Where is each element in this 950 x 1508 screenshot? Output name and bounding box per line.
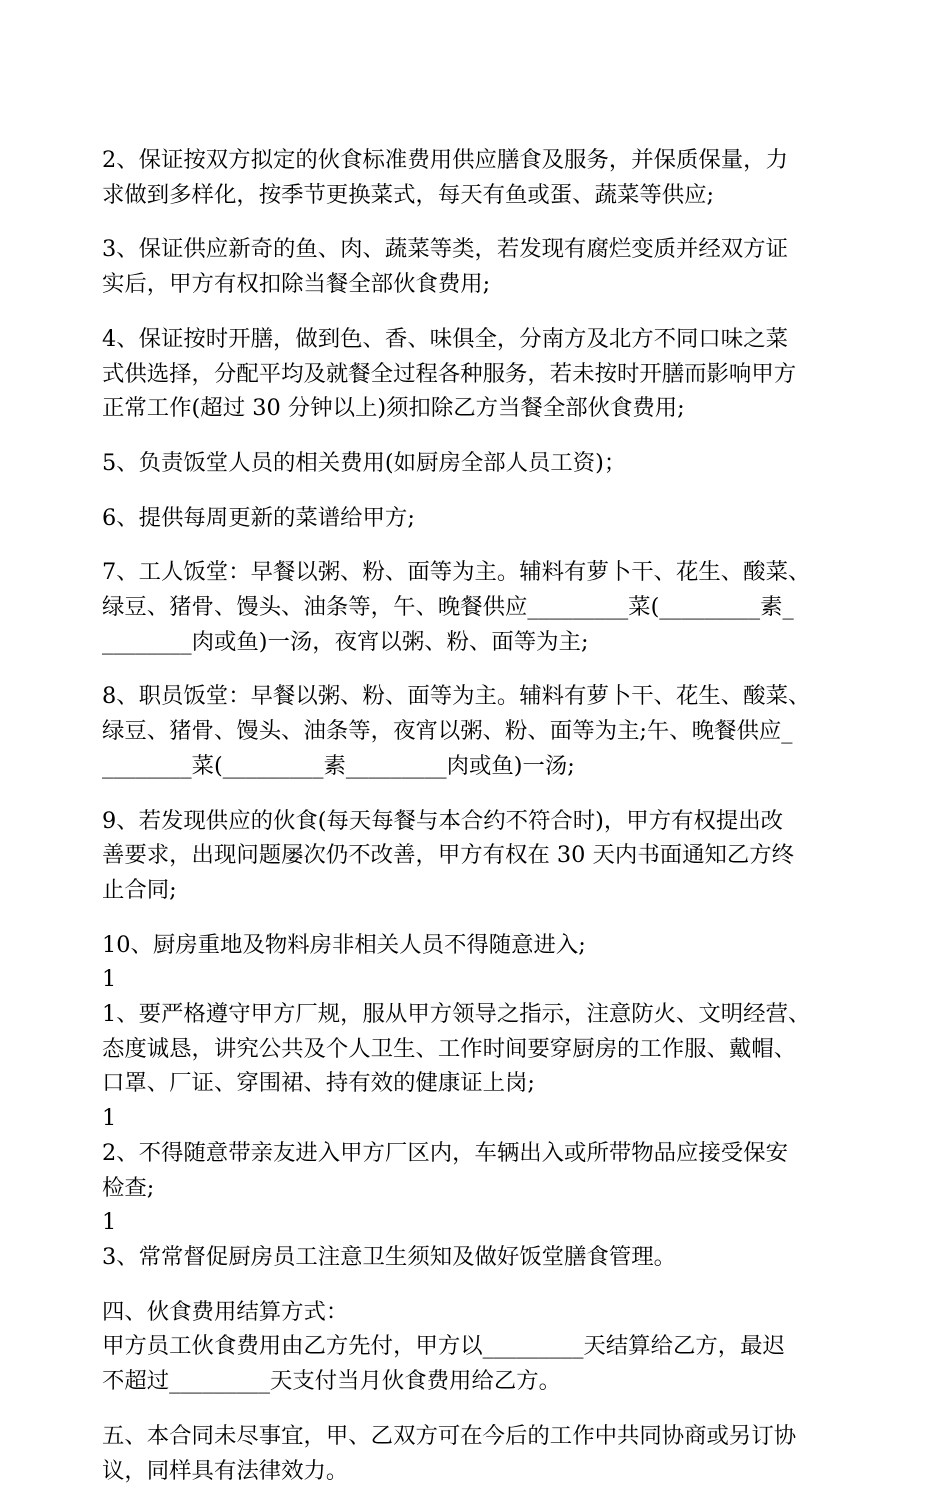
- text-line: ________菜(_________素_________肉或鱼)一汤;: [102, 752, 575, 779]
- document-body: [102, 143, 862, 1508]
- clause-5: [102, 446, 862, 481]
- text-line: 1: [102, 1105, 117, 1132]
- text-line: 2、保证按双方拟定的伙食标准费用供应膳食及服务，并保质保量，力: [102, 147, 788, 173]
- text-line: 5、负责饭堂人员的相关费用(如厨房全部人员工资)；: [102, 449, 627, 476]
- text-line: 1、要严格遵守甲方厂规，服从甲方领导之指示，注意防火、文明经营、: [102, 1001, 811, 1028]
- text-line: 议，同样具有法律效力。: [102, 1457, 349, 1484]
- text-line: 正常工作(超过 30 分钟以上)须扣除乙方当餐全部伙食费用;: [102, 395, 685, 422]
- clause-10-and-sub-items: [102, 928, 862, 1275]
- text-line: 绿豆、猪骨、馒头、油条等，午、晚餐供应_________菜(_________素_: [102, 594, 794, 621]
- text-line: 10、厨房重地及物料房非相关人员不得随意进入;: [102, 931, 586, 958]
- clause-4: [102, 322, 862, 426]
- text-line: 善要求，出现问题屡次仍不改善，甲方有权在 30 天内书面通知乙方终: [102, 842, 795, 869]
- text-line: 8、职员饭堂：早餐以粥、粉、面等为主。辅料有萝卜干、花生、酸菜、: [102, 683, 811, 710]
- text-line: 止合同;: [102, 876, 177, 903]
- clause-6: [102, 501, 862, 536]
- text-line: ________肉或鱼)一汤，夜宵以粥、粉、面等为主;: [102, 628, 589, 655]
- text-line: 4、保证按时开膳，做到色、香、味俱全，分南方及北方不同口味之菜: [102, 325, 788, 352]
- text-line: 五、本合同未尽事宜，甲、乙双方可在今后的工作中共同协商或另订协: [102, 1422, 797, 1449]
- text-line: 1: [102, 1209, 117, 1236]
- clause-3: [102, 232, 862, 301]
- clause-2: [102, 143, 862, 212]
- text-line: 3、保证供应新奇的鱼、肉、蔬菜等类，若发现有腐烂变质并经双方证: [102, 236, 788, 263]
- text-line: 9、若发现供应的伙食(每天每餐与本合约不符合时)，甲方有权提出改: [102, 807, 784, 834]
- text-line: 式供选择，分配平均及就餐全过程各种服务，若未按时开膳而影响甲方: [102, 360, 797, 387]
- clause-9: [102, 804, 862, 908]
- text-line: 3、常常督促厨房员工注意卫生须知及做好饭堂膳食管理。: [102, 1243, 677, 1270]
- text-line: 6、提供每周更新的菜谱给甲方;: [102, 504, 415, 531]
- text-line: 7、工人饭堂：早餐以粥、粉、面等为主。辅料有萝卜干、花生、酸菜、: [102, 559, 811, 586]
- section-heading: 四、伙食费用结算方式：: [102, 1298, 349, 1325]
- text-line: 不超过_________天支付当月伙食费用给乙方。: [102, 1368, 562, 1395]
- text-line: 求做到多样化，按季节更换菜式，每天有鱼或蛋、蔬菜等供应;: [102, 181, 715, 208]
- clause-7: [102, 555, 862, 659]
- clause-8: [102, 679, 862, 783]
- text-line: 口罩、厂证、穿围裙、持有效的健康证上岗;: [102, 1070, 535, 1097]
- text-line: 检查;: [102, 1174, 155, 1201]
- text-line: 甲方员工伙食费用由乙方先付，甲方以_________天结算给乙方，最迟: [102, 1333, 785, 1360]
- text-line: 绿豆、猪骨、馒头、油条等，夜宵以粥、粉、面等为主;午、晚餐供应_: [102, 718, 793, 745]
- section-4-payment: [102, 1295, 862, 1399]
- text-line: 2、不得随意带亲友进入甲方厂区内，车辆出入或所带物品应接受保安: [102, 1139, 788, 1166]
- text-line: 态度诚恳，讲究公共及个人卫生、工作时间要穿厨房的工作服、戴帽、: [102, 1035, 797, 1062]
- text-line: 实后，甲方有权扣除当餐全部伙食费用;: [102, 271, 491, 298]
- section-5-misc: [102, 1419, 862, 1488]
- text-line: 1: [102, 966, 117, 993]
